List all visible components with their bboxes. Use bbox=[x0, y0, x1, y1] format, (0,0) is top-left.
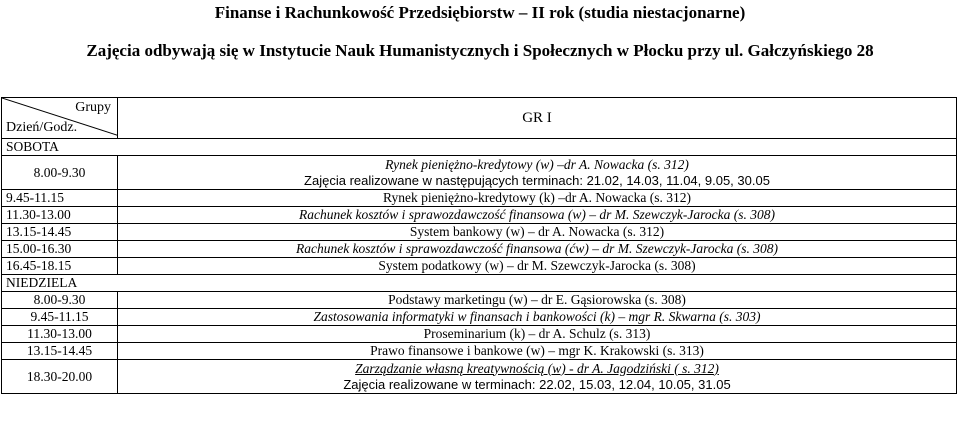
page-title: Finanse i Rachunkowość Przedsiębiorstw – II rok (studia niestacjonarne) bbox=[214, 3, 746, 22]
subject-cell: Prawo finansowe i bankowe (w) – mgr K. Krakowski (s. 313) bbox=[118, 343, 957, 360]
time-cell: 8.00-9.30 bbox=[2, 292, 118, 309]
day-label: Dzień/Godz. bbox=[6, 120, 78, 135]
time-cell: 11.30-13.00 bbox=[2, 207, 118, 224]
table-row bbox=[2, 343, 957, 360]
subject-text: Zarządzanie własną kreatywnością (w) - dr A. Jagodziński ( s. 312) bbox=[355, 360, 719, 376]
subject-text: Rynek pieniężno-kredytowy (w) –dr A. Nowacka (s. 312) bbox=[385, 156, 689, 172]
time-cell: 9.45-11.15 bbox=[2, 190, 118, 207]
subject-cell: Zastosowania informatyki w finansach i bankowości (k) – mgr R. Skwarna (s. 303) bbox=[118, 309, 957, 326]
groups-label: Grupy bbox=[75, 100, 111, 115]
time-cell: 15.00-16.30 bbox=[2, 241, 118, 258]
subject-cell: Rachunek kosztów i sprawozdawczość finansowa (w) – dr M. Szewczyk-Jarocka (s. 308) bbox=[118, 207, 957, 224]
day-label-saturday: SOBOTA bbox=[2, 139, 957, 156]
table-row bbox=[2, 156, 957, 190]
table-row bbox=[2, 224, 957, 241]
subject-cell bbox=[118, 156, 957, 190]
day-row-saturday bbox=[2, 139, 957, 156]
table-row bbox=[2, 309, 957, 326]
table-row bbox=[2, 258, 957, 275]
subject-note: Zajęcia realizowane w terminach: 22.02, 15.03, 12.04, 10.05, 31.05 bbox=[343, 376, 731, 392]
table-row bbox=[2, 292, 957, 309]
subject-cell: System podatkowy (w) – dr M. Szewczyk-Jarocka (s. 308) bbox=[118, 258, 957, 275]
subject-note: Zajęcia realizowane w następujących terminach: 21.02, 14.03, 11.04, 9.05, 30.05 bbox=[304, 172, 770, 188]
day-label-sunday: NIEDZIELA bbox=[2, 275, 957, 292]
time-cell: 8.00-9.30 bbox=[2, 156, 118, 190]
time-cell: 9.45-11.15 bbox=[2, 309, 118, 326]
time-cell: 18.30-20.00 bbox=[2, 360, 118, 394]
table-row bbox=[2, 190, 957, 207]
time-cell: 11.30-13.00 bbox=[2, 326, 118, 343]
subject-cell: System bankowy (w) – dr A. Nowacka (s. 312) bbox=[118, 224, 957, 241]
group-header: GR I bbox=[118, 98, 957, 139]
subject-cell bbox=[118, 360, 957, 394]
time-cell: 16.45-18.15 bbox=[2, 258, 118, 275]
time-cell: 13.15-14.45 bbox=[2, 343, 118, 360]
subject-cell: Proseminarium (k) – dr A. Schulz (s. 313) bbox=[118, 326, 957, 343]
diagonal-header-cell bbox=[2, 98, 118, 139]
subject-cell: Rachunek kosztów i sprawozdawczość finansowa (ćw) – dr M. Szewczyk-Jarocka (s. 308) bbox=[118, 241, 957, 258]
table-row bbox=[2, 207, 957, 224]
schedule-table bbox=[1, 97, 957, 394]
table-row bbox=[2, 360, 957, 394]
page-subtitle: Zajęcia odbywają się w Instytucie Nauk Humanistycznych i Społecznych w Płocku przy ul. Gałczyńskiego 28 bbox=[86, 41, 874, 60]
subject-cell: Rynek pieniężno-kredytowy (k) –dr A. Nowacka (s. 312) bbox=[118, 190, 957, 207]
header-row bbox=[2, 98, 957, 139]
time-cell: 13.15-14.45 bbox=[2, 224, 118, 241]
table-row bbox=[2, 241, 957, 258]
table-row bbox=[2, 326, 957, 343]
subject-cell: Podstawy marketingu (w) – dr E. Gąsiorowska (s. 308) bbox=[118, 292, 957, 309]
day-row-sunday bbox=[2, 275, 957, 292]
